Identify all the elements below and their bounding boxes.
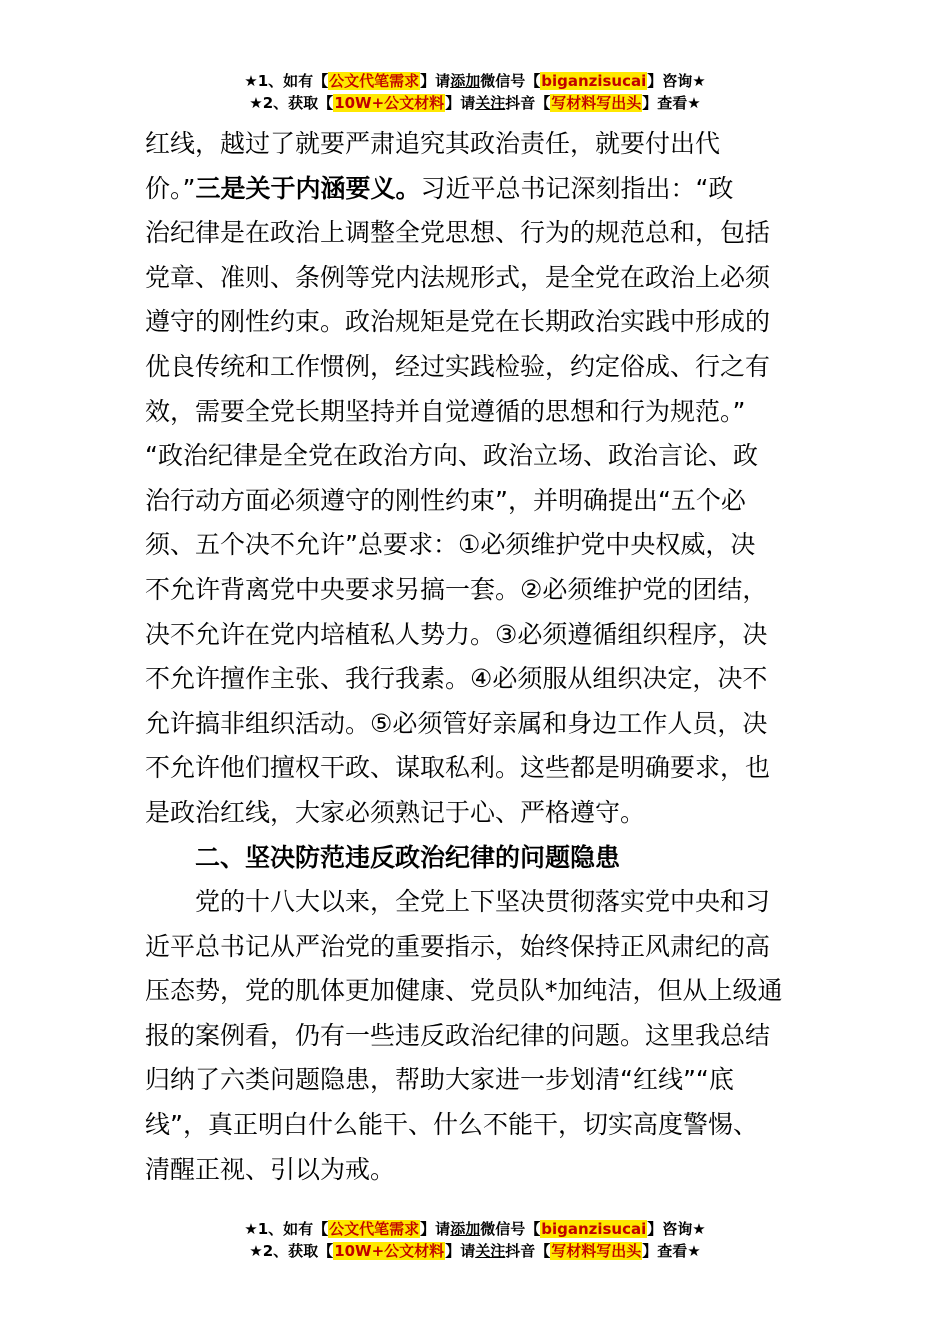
text-line: 压态势，党的肌体更加健康、党员队*加纯洁，但从上级通: [145, 976, 783, 1006]
text-line: 党的十八大以来，全党上下坚决贯彻落实党中央和习: [195, 887, 771, 917]
bold-subheading: 三是关于内涵要义。: [195, 173, 421, 203]
highlight-wechat-id: biganzisucai: [541, 1220, 647, 1238]
highlight-douyin: 写材料写出头: [551, 1242, 642, 1260]
text-line: 归纳了六类问题隐患，帮助大家进一步划清“红线”“底: [145, 1065, 734, 1095]
text-line: 线”，真正明白什么能干、什么不能干，切实高度警惕、: [145, 1110, 758, 1140]
highlight-service: 公文代笔需求: [329, 72, 420, 90]
banner-line-1: ★1、如有【公文代笔需求】请添加微信号【biganzisucai】咨询★: [244, 1220, 706, 1238]
footer-banner: [0, 1218, 950, 1262]
text-line: 决不允许在党内培植私人势力。③必须遵循组织程序，决: [145, 619, 768, 649]
document-body: [145, 122, 800, 1192]
banner-line-2: ★2、获取【10W+公文材料】请关注抖音【写材料写出头】查看★: [249, 94, 701, 112]
text-line: 近平总书记从严治党的重要指示，始终保持正风肃纪的高: [145, 931, 771, 961]
highlight-materials: 10W+公文材料: [334, 1242, 445, 1260]
highlight-materials: 10W+公文材料: [334, 94, 445, 112]
text-line: 优良传统和工作惯例，经过实践检验，约定俗成、行之有: [145, 351, 771, 381]
text-line: 治纪律是在政治上调整全党思想、行为的规范总和，包括: [145, 218, 771, 248]
text-line: 价。”三是关于内涵要义。习近平总书记深刻指出：“政: [145, 173, 734, 203]
highlight-service: 公文代笔需求: [329, 1220, 420, 1238]
text-line: 不允许擅作主张、我行我素。④必须服从组织决定，决不: [145, 664, 768, 694]
text-line: 报的案例看，仍有一些违反政治纪律的问题。这里我总结: [145, 1020, 771, 1050]
section-heading: 二、坚决防范违反政治纪律的问题隐患: [195, 842, 621, 872]
highlight-wechat-id: biganzisucai: [541, 72, 647, 90]
text-line: 清醒正视、引以为戒。: [145, 1154, 396, 1184]
text-line: 遵守的刚性约束。政治规矩是党在长期政治实践中形成的: [145, 307, 771, 337]
text-line: 须、五个决不允许”总要求：①必须维护党中央权威，决: [145, 530, 756, 560]
banner-line-1: ★1、如有【公文代笔需求】请添加微信号【biganzisucai】咨询★: [244, 72, 706, 90]
text-line: 是政治红线，大家必须熟记于心、严格遵守。: [145, 797, 646, 827]
text-line: 允许搞非组织活动。⑤必须管好亲属和身边工作人员，决: [145, 708, 768, 738]
text-line: 治行动方面必须遵守的刚性约束”，并明确提出“五个必: [145, 485, 746, 515]
text-line: “政治纪律是全党在政治方向、政治立场、政治言论、政: [145, 441, 758, 471]
header-banner: [0, 70, 950, 114]
text-line: 不允许他们擅权干政、谋取私利。这些都是明确要求，也: [145, 753, 771, 783]
text-line: 党章、准则、条例等党内法规形式，是全党在政治上必须: [145, 262, 771, 292]
text-line: 效，需要全党长期坚持并自觉遵循的思想和行为规范。”: [145, 396, 746, 426]
text-line: 红线，越过了就要严肃追究其政治责任，就要付出代: [145, 129, 721, 158]
text-line: 不允许背离党中央要求另搞一套。②必须维护党的团结，: [145, 574, 768, 604]
highlight-douyin: 写材料写出头: [551, 94, 642, 112]
banner-line-2: ★2、获取【10W+公文材料】请关注抖音【写材料写出头】查看★: [249, 1242, 701, 1260]
